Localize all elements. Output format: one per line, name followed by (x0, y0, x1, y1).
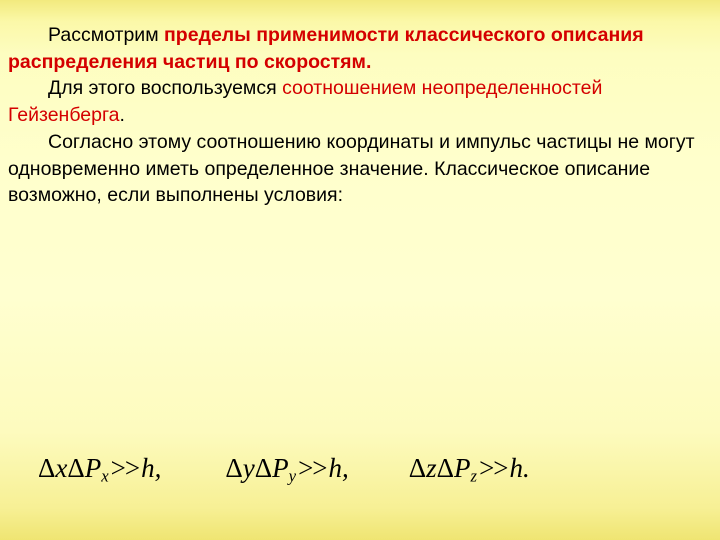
delta-symbol: Δ (225, 453, 243, 483)
variable-z: z (426, 453, 437, 483)
formula-z (409, 455, 530, 485)
planck-constant-symbol: h (509, 453, 524, 483)
much-greater-than-symbol: >> (479, 453, 508, 483)
momentum-symbol: P (272, 453, 289, 483)
delta-symbol: Δ (436, 453, 455, 483)
planck-constant-symbol: h (328, 453, 343, 483)
delta-symbol: Δ (254, 453, 273, 483)
momentum-symbol: P (454, 453, 471, 483)
much-greater-than-symbol: >> (110, 453, 140, 483)
variable-y: y (242, 453, 255, 483)
delta-symbol: Δ (408, 453, 427, 483)
much-greater-than-symbol: >> (298, 453, 327, 483)
delta-symbol: Δ (38, 453, 56, 483)
variable-x: x (55, 453, 68, 483)
slide-text-body (8, 22, 708, 209)
momentum-symbol: P (84, 453, 102, 483)
momentum-subscript: y (288, 466, 297, 486)
paragraph-1 (8, 22, 708, 75)
planck-constant-symbol: h (141, 453, 155, 483)
paragraph-2-trailing-text: . (119, 104, 125, 127)
momentum-subscript: z (470, 466, 478, 486)
paragraph-1-highlight-text: пределы применимости классического описания распределения частиц по скоростям. (8, 24, 644, 73)
paragraph-2-lead-text: Для этого воспользуемся (48, 77, 283, 100)
paragraph-2 (8, 75, 708, 128)
formula-punctuation: , (342, 453, 349, 483)
paragraph-3 (8, 129, 708, 209)
paragraph-1-lead-text: Рассмотрим (48, 24, 165, 46)
momentum-subscript: x (101, 466, 109, 486)
paragraph-3-text: Согласно этому соотношению координаты и импульс частицы не могут одновременно иметь определенное значение. Классическое описание возможно, если выполнены условия: (8, 130, 695, 207)
formula-y (225, 455, 348, 485)
formula-x (38, 455, 161, 485)
paragraph-2-highlight-text: соотношением неопределенностей Гейзенберга (8, 77, 603, 127)
formula-row (0, 455, 720, 485)
formula-punctuation: . (523, 453, 530, 483)
formula-punctuation: , (154, 453, 162, 483)
delta-symbol: Δ (67, 453, 85, 483)
